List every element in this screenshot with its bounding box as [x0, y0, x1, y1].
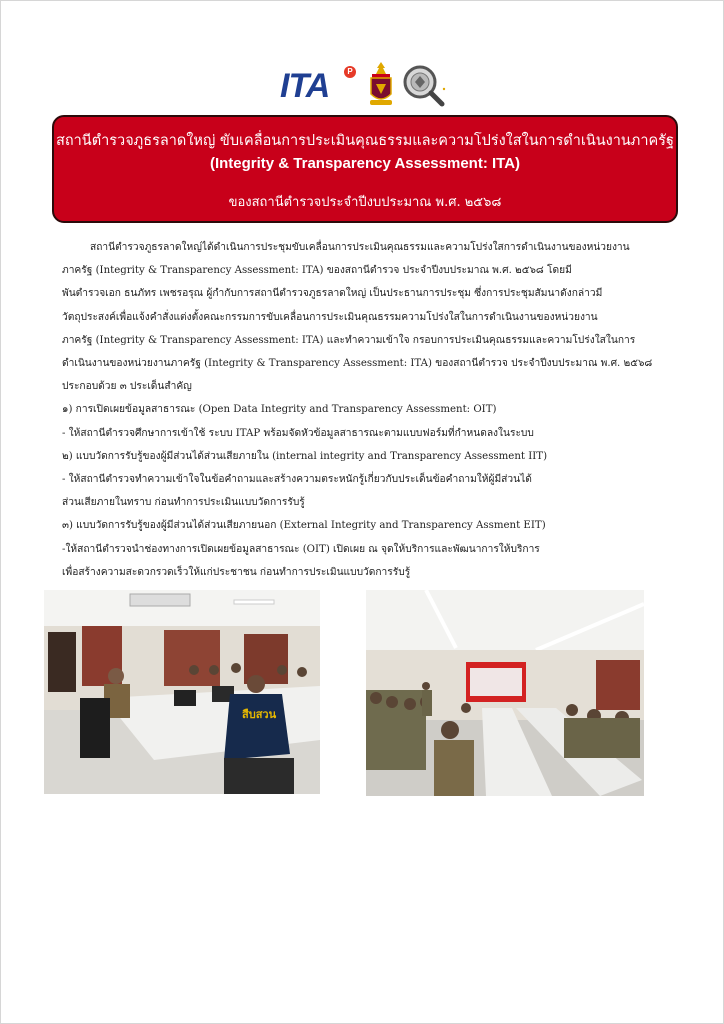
body-line: สถานีตำรวจภูธรลาดใหญ่ได้ดำเนินการประชุมขับเคลื่อนการประเมินคุณธรรมและความโปร่งใสการดำเนินงานของหน่วยงาน	[90, 242, 630, 253]
body-line: ๑) การเปิดเผยข้อมูลสาธารณะ (Open Data Integrity and Transparency Assessment: OIT)	[62, 404, 497, 416]
logo-bar	[280, 60, 460, 110]
article-body	[62, 236, 682, 584]
body-line: ประกอบด้วย ๓ ประเด็นสำคัญ	[62, 381, 192, 393]
ita-logo: ITA	[280, 67, 330, 105]
body-line: - ให้สถานีตำรวจทำความเข้าใจในข้อคำถามและสร้างความตระหนักรู้เกี่ยวกับประเด็นข้อคำถามให้ผู้มีส่วนได้	[62, 474, 532, 486]
body-line: ส่วนเสียภายในทราบ ก่อนทำการประเมินแบบวัดการรับรู้	[62, 497, 305, 509]
meeting-photo-left	[44, 590, 320, 794]
title-banner	[52, 115, 678, 223]
body-line: ภาครัฐ (Integrity & Transparency Assessment: ITA) ของสถานีตำรวจ ประจำปีงบประมาณ พ.ศ. ๒๕๖๘ โดยมี	[62, 265, 572, 277]
body-line: พันตำรวจเอก ธนภัทร เพชรอรุณ ผู้กำกับการสถานีตำรวจภูธรลาดใหญ่ เป็นประธานการประชุม ซึ่งการประชุมสัมนาดังกล่าวมี	[62, 288, 603, 300]
banner-title-english: (Integrity & Transparency Assessment: ITA)	[209, 155, 521, 172]
body-line: ๒) แบบวัดการรับรู้ของผู้มีส่วนได้ส่วนเสียภายใน (internal integrity and Transparency Assessment IIT)	[62, 450, 548, 462]
meeting-photo-right	[366, 590, 644, 796]
body-line: - ให้สถานีตำรวจศึกษาการเข้าใช้ ระบบ ITAP พร้อมจัดหัวข้อมูลสาธารณะตามแบบฟอร์มที่กำหนดลงในระบบ	[62, 427, 534, 439]
banner-title-thai: สถานีตำรวจภูธรลาดใหญ่ ขับเคลื่อนการประเมินคุณธรรมและความโปร่งใสในการดำเนินงานภาครัฐ	[56, 133, 674, 149]
body-line: -ให้สถานีตำรวจนำช่องทางการเปิดเผยข้อมูลสาธารณะ (OIT) เปิดเผย ณ จุดให้บริการและพัฒนาการให้บริการ	[62, 543, 540, 555]
ita-p-badge: P	[344, 66, 356, 78]
body-line: เพื่อสร้างความสะดวกรวดเร็วให้แก่ประชาชน ก่อนทำการประเมินแบบวัดการรับรู้	[62, 566, 411, 578]
thai-police-emblem-icon	[366, 60, 396, 108]
shirt-text: สืบสวน	[242, 708, 277, 721]
body-line: ภาครัฐ (Integrity & Transparency Assessment: ITA) และทำความเข้าใจ กรอบการประเมินคุณธรรมและความโปร่งใสในการ	[62, 334, 636, 346]
body-line: ดำเนินงานของหน่วยงานภาครัฐ (Integrity & Transparency Assessment: ITA) ของสถานีตำรวจ ประจำปีงบประมาณ พ.ศ. ๒๕๖๘	[62, 358, 653, 370]
body-line: ๓) แบบวัดการรับรู้ของผู้มีส่วนได้ส่วนเสียภายนอก (External Integrity and Transparency Assment EIT)	[62, 520, 546, 532]
magnifier-badge-icon	[398, 62, 446, 108]
body-line: วัตถุประสงค์เพื่อแจ้งคำสั่งแต่งตั้งคณะกรรมการขับเคลื่อนการประเมินคุณธรรมความโปร่งใสในการดำเนินงานของหน่วยงาน	[62, 311, 598, 323]
banner-subtitle: ของสถานีตำรวจประจำปีงบประมาณ พ.ศ. ๒๕๖๘	[228, 195, 502, 210]
